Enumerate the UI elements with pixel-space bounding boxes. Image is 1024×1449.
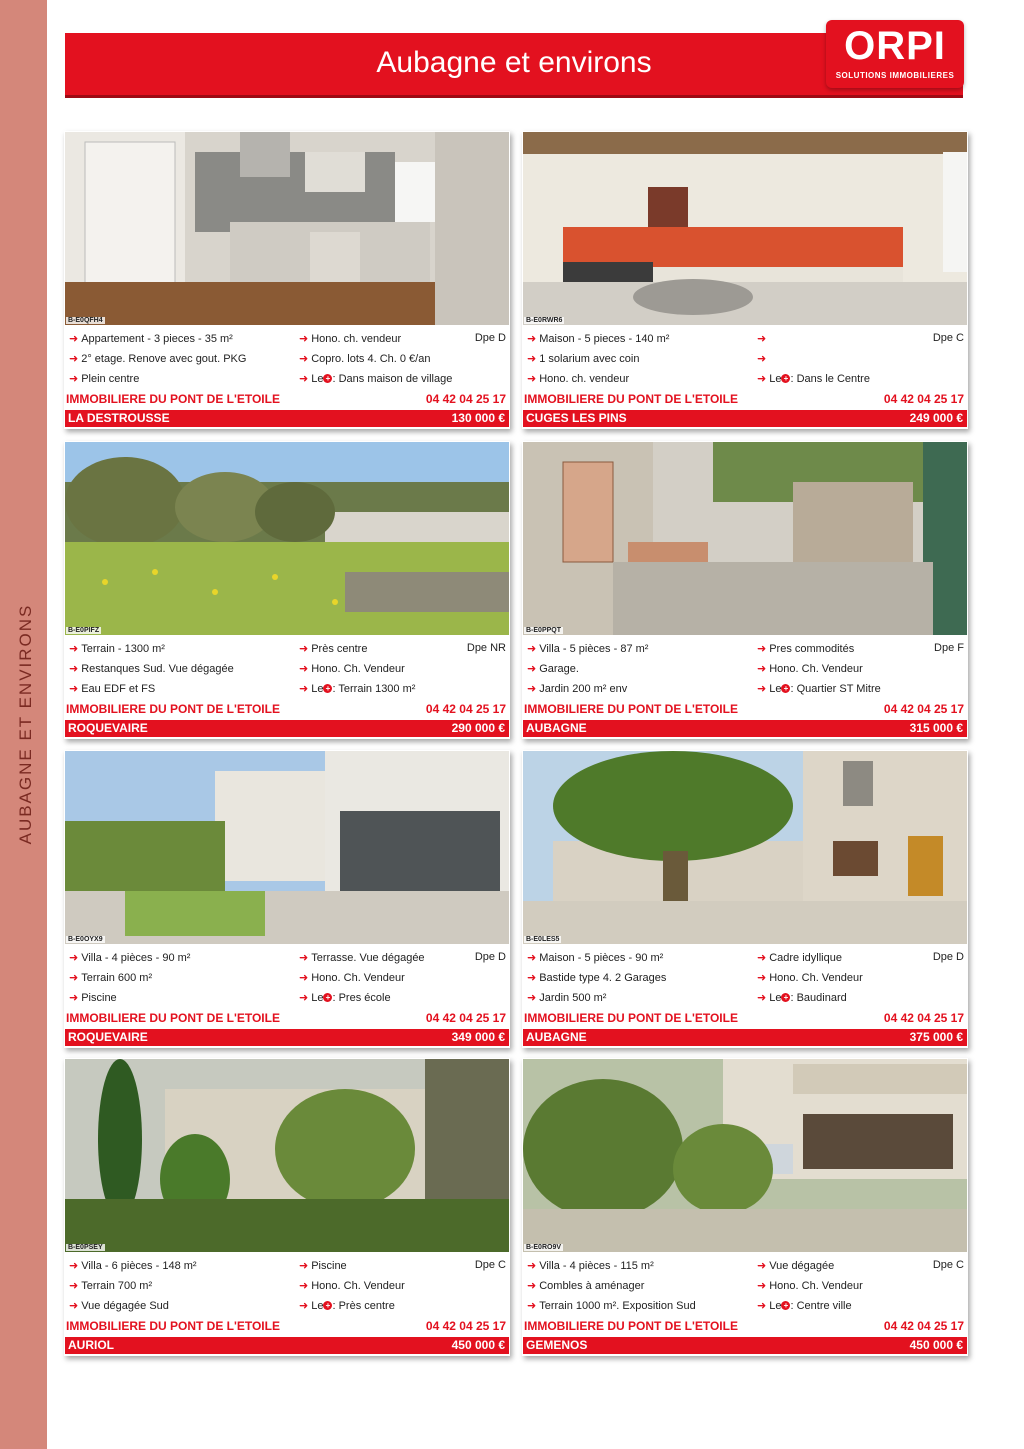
feature-right: ➜ Le + : Pres école — [299, 992, 391, 1004]
feature-right: ➜ Cadre idyllique — [757, 952, 842, 964]
agency-name: IMMOBILIERE DU PONT DE L'ETOILE — [524, 392, 738, 406]
dpe-rating: Dpe C — [932, 1259, 964, 1271]
listing-city: ROQUEVAIRE — [68, 1030, 148, 1044]
arrow-icon: ➜ — [299, 972, 309, 984]
dpe-rating: Dpe NR — [466, 642, 506, 654]
arrow-icon: ➜ — [69, 373, 79, 385]
arrow-icon: ➜ — [757, 353, 767, 365]
arrow-icon: ➜ — [69, 1260, 79, 1272]
le-prefix: Le — [311, 992, 324, 1004]
feature-right: ➜ Hono. Ch. Vendeur — [757, 663, 863, 675]
agency-phone[interactable]: 04 42 04 25 17 — [883, 702, 964, 716]
city-price-bar — [65, 1337, 509, 1354]
le-suffix: : — [332, 683, 336, 695]
listing-price: 349 000 € — [451, 1030, 505, 1044]
kitchen-photo — [65, 132, 509, 325]
arrow-icon: ➜ — [69, 972, 79, 984]
city-price-bar — [65, 410, 509, 427]
arrow-icon: ➜ — [299, 1280, 309, 1292]
feature-left: ➜ Piscine — [69, 992, 117, 1004]
agency-name: IMMOBILIERE DU PONT DE L'ETOILE — [66, 702, 280, 716]
city-price-bar — [523, 410, 967, 427]
arrow-icon: ➜ — [299, 373, 309, 385]
le-prefix: Le — [769, 992, 782, 1004]
dpe-rating: Dpe C — [932, 332, 964, 344]
feature-left: ➜ Maison - 5 pièces - 90 m² — [527, 952, 664, 964]
dpe-rating: Dpe D — [474, 951, 506, 963]
le-prefix: Le — [769, 1300, 782, 1312]
orpi-logo — [826, 20, 964, 88]
arrow-icon: ➜ — [527, 1280, 537, 1292]
agency-row — [65, 1318, 509, 1335]
arrow-icon: ➜ — [69, 1280, 79, 1292]
living-room-photo — [523, 132, 967, 325]
listing-price: 130 000 € — [451, 411, 505, 425]
feature-left: ➜ Villa - 5 pièces - 87 m² — [527, 643, 649, 655]
feature-left: ➜ Villa - 4 pièces - 90 m² — [69, 952, 191, 964]
listing-card[interactable] — [64, 750, 510, 1048]
agency-phone[interactable]: 04 42 04 25 17 — [425, 1319, 506, 1333]
arrow-icon: ➜ — [757, 683, 767, 695]
arrow-icon: ➜ — [527, 643, 537, 655]
arrow-icon: ➜ — [757, 643, 767, 655]
arrow-icon: ➜ — [299, 683, 309, 695]
feature-right: ➜ Hono. Ch. Vendeur — [757, 972, 863, 984]
feature-right: ➜ Pres commodités — [757, 643, 855, 655]
listing-price: 375 000 € — [909, 1030, 963, 1044]
agency-row — [523, 1010, 967, 1027]
arrow-icon: ➜ — [757, 1300, 767, 1312]
feature-left: ➜ Terrain 700 m² — [69, 1280, 153, 1292]
listing-ref: B-E0PSEY — [68, 1244, 103, 1251]
agency-phone[interactable]: 04 42 04 25 17 — [883, 1319, 964, 1333]
listing-city: AUBAGNE — [526, 721, 587, 735]
dpe-rating: Dpe F — [934, 642, 964, 654]
listing-city: CUGES LES PINS — [526, 411, 627, 425]
agency-name: IMMOBILIERE DU PONT DE L'ETOILE — [66, 1319, 280, 1333]
listing-ref: B-E0QFH4 — [68, 317, 103, 324]
listing-ref: B-E0RO9V — [526, 1244, 562, 1251]
listing-price: 450 000 € — [451, 1338, 505, 1352]
arrow-icon: ➜ — [69, 992, 79, 1004]
feature-right: ➜ Le + : Baudinard — [757, 992, 847, 1004]
feature-left: ➜ Combles à aménager — [527, 1280, 645, 1292]
feature-right: ➜ Le + : Dans maison de village — [299, 373, 453, 385]
feature-right: ➜ Le + : Dans le Centre — [757, 373, 870, 385]
plus-icon: + — [323, 1301, 332, 1310]
le-prefix: Le — [769, 373, 782, 385]
arrow-icon: ➜ — [69, 1300, 79, 1312]
le-prefix: Le — [769, 683, 782, 695]
city-price-bar — [65, 720, 509, 737]
feature-right: ➜ Terrasse. Vue dégagée — [299, 952, 425, 964]
page-title: Aubagne et environs — [376, 46, 652, 79]
feature-right: ➜ Hono. ch. vendeur — [299, 333, 402, 345]
arrow-icon: ➜ — [69, 333, 79, 345]
feature-right: ➜ Hono. Ch. Vendeur — [299, 663, 405, 675]
feature-left: ➜ Maison - 5 pieces - 140 m² — [527, 333, 670, 345]
listing-ref: B-E0PIFZ — [68, 627, 100, 634]
feature-left: ➜ Terrain - 1300 m² — [69, 643, 165, 655]
le-prefix: Le — [311, 373, 324, 385]
listing-ref: B-E0PPQT — [526, 627, 562, 634]
feature-left: ➜ Hono. ch. vendeur — [527, 373, 630, 385]
feature-left: ➜ Vue dégagée Sud — [69, 1300, 169, 1312]
feature-left: ➜ Bastide type 4. 2 Garages — [527, 972, 667, 984]
arrow-icon: ➜ — [527, 1300, 537, 1312]
arrow-icon: ➜ — [69, 353, 79, 365]
plus-icon: + — [323, 993, 332, 1002]
le-prefix: Le — [311, 1300, 324, 1312]
city-price-bar — [523, 1337, 967, 1354]
dpe-rating: Dpe D — [474, 332, 506, 344]
feature-right: ➜ Près centre — [299, 643, 368, 655]
listing-ref: B-E0OYX9 — [68, 936, 103, 943]
side-label: AUBAGNE ET ENVIRONS — [16, 603, 35, 845]
plus-icon: + — [781, 993, 790, 1002]
agency-name: IMMOBILIERE DU PONT DE L'ETOILE — [66, 392, 280, 406]
arrow-icon: ➜ — [299, 663, 309, 675]
arrow-icon: ➜ — [299, 952, 309, 964]
city-price-bar — [523, 720, 967, 737]
agency-phone[interactable]: 04 42 04 25 17 — [883, 392, 964, 406]
le-suffix: : — [332, 1300, 336, 1312]
plus-icon: + — [781, 684, 790, 693]
le-suffix: : — [332, 373, 336, 385]
listing-price: 315 000 € — [909, 721, 963, 735]
le-suffix: : — [790, 683, 794, 695]
feature-left: ➜ Eau EDF et FS — [69, 683, 156, 695]
plus-icon: + — [323, 684, 332, 693]
agency-row — [523, 701, 967, 718]
feature-left: ➜ Garage. — [527, 663, 579, 675]
arrow-icon: ➜ — [299, 333, 309, 345]
agency-row — [523, 1318, 967, 1335]
logo-tagline: SOLUTIONS IMMOBILIERES — [835, 71, 955, 80]
feature-right: ➜ Hono. Ch. Vendeur — [299, 972, 405, 984]
feature-left: ➜ Plein centre — [69, 373, 140, 385]
feature-right — [757, 332, 769, 345]
feature-left: ➜ Appartement - 3 pieces - 35 m² — [69, 333, 233, 345]
arrow-icon: ➜ — [757, 1280, 767, 1292]
arrow-icon: ➜ — [757, 663, 767, 675]
arrow-icon: ➜ — [69, 663, 79, 675]
arrow-icon: ➜ — [757, 373, 767, 385]
agency-phone[interactable]: 04 42 04 25 17 — [425, 702, 506, 716]
arrow-icon: ➜ — [527, 683, 537, 695]
feature-left: ➜ Villa - 4 pièces - 115 m² — [527, 1260, 654, 1272]
bastide-photo — [523, 751, 967, 944]
feature-right: ➜ Le + : Quartier ST Mitre — [757, 683, 881, 695]
arrow-icon: ➜ — [527, 353, 537, 365]
agency-row — [65, 1010, 509, 1027]
feature-left: ➜ Jardin 200 m² env — [527, 683, 628, 695]
agency-phone[interactable]: 04 42 04 25 17 — [425, 392, 506, 406]
listing-ref: B-E0RWR6 — [526, 317, 563, 324]
listing-card[interactable] — [522, 750, 968, 1048]
listing-card[interactable] — [64, 131, 510, 429]
listing-card[interactable] — [64, 441, 510, 739]
listing-card[interactable] — [522, 441, 968, 739]
feature-left: ➜ 1 solarium avec coin — [527, 353, 640, 365]
arrow-icon: ➜ — [527, 952, 537, 964]
villa-photo — [65, 751, 509, 944]
logo-name: ORPI — [844, 24, 946, 68]
arrow-icon: ➜ — [527, 1260, 537, 1272]
listing-price: 249 000 € — [909, 411, 963, 425]
feature-right: ➜ Le + : Centre ville — [757, 1300, 852, 1312]
land-photo — [65, 442, 509, 635]
feature-right: ➜ Copro. lots 4. Ch. 0 €/an — [299, 353, 431, 365]
city-price-bar — [65, 1029, 509, 1046]
villa-balcony-photo — [523, 1059, 967, 1252]
agency-row — [65, 391, 509, 408]
feature-right: ➜ Hono. Ch. Vendeur — [299, 1280, 405, 1292]
agency-name: IMMOBILIERE DU PONT DE L'ETOILE — [524, 1011, 738, 1025]
le-suffix: : — [790, 373, 794, 385]
arrow-icon: ➜ — [299, 1300, 309, 1312]
feature-right: ➜ Piscine — [299, 1260, 347, 1272]
listing-card[interactable] — [64, 1058, 510, 1356]
feature-right: ➜ Vue dégagée — [757, 1260, 835, 1272]
listing-city: AUBAGNE — [526, 1030, 587, 1044]
feature-right: ➜ Le + : Terrain 1300 m² — [299, 683, 416, 695]
le-suffix: : — [790, 1300, 794, 1312]
dpe-rating: Dpe D — [932, 951, 964, 963]
arrow-icon: ➜ — [299, 353, 309, 365]
arrow-icon: ➜ — [69, 952, 79, 964]
house-trees-photo — [65, 1059, 509, 1252]
listing-city: GEMENOS — [526, 1338, 588, 1352]
le-prefix: Le — [311, 683, 324, 695]
arrow-icon: ➜ — [757, 1260, 767, 1272]
plus-icon: + — [323, 374, 332, 383]
listing-ref: B-E0LES5 — [526, 936, 560, 943]
listing-card[interactable] — [522, 131, 968, 429]
le-suffix: : — [790, 992, 794, 1004]
arrow-icon: ➜ — [69, 643, 79, 655]
feature-left: ➜ Restanques Sud. Vue dégagée — [69, 663, 234, 675]
agency-phone[interactable]: 04 42 04 25 17 — [883, 1011, 964, 1025]
feature-right: ➜ Le + : Près centre — [299, 1300, 395, 1312]
arrow-icon: ➜ — [299, 1260, 309, 1272]
plus-icon: + — [781, 1301, 790, 1310]
listing-city: ROQUEVAIRE — [68, 721, 148, 735]
listing-price: 450 000 € — [909, 1338, 963, 1352]
side-strip — [0, 0, 47, 1449]
agency-row — [65, 701, 509, 718]
listing-price: 290 000 € — [451, 721, 505, 735]
arrow-icon: ➜ — [527, 992, 537, 1004]
agency-name: IMMOBILIERE DU PONT DE L'ETOILE — [66, 1011, 280, 1025]
listing-city: LA DESTROUSSE — [68, 411, 170, 425]
arrow-icon: ➜ — [757, 972, 767, 984]
feature-left: ➜ Jardin 500 m² — [527, 992, 607, 1004]
feature-left: ➜ Villa - 6 pièces - 148 m² — [69, 1260, 197, 1272]
arrow-icon: ➜ — [69, 683, 79, 695]
courtyard-photo — [523, 442, 967, 635]
agency-name: IMMOBILIERE DU PONT DE L'ETOILE — [524, 1319, 738, 1333]
arrow-icon: ➜ — [299, 643, 309, 655]
feature-left: ➜ Terrain 1000 m². Exposition Sud — [527, 1300, 696, 1312]
feature-right — [757, 352, 769, 365]
city-price-bar — [523, 1029, 967, 1046]
agency-phone[interactable]: 04 42 04 25 17 — [425, 1011, 506, 1025]
listing-city: AURIOL — [68, 1338, 114, 1352]
listing-card[interactable] — [522, 1058, 968, 1356]
arrow-icon: ➜ — [757, 952, 767, 964]
arrow-icon: ➜ — [527, 373, 537, 385]
arrow-icon: ➜ — [757, 992, 767, 1004]
plus-icon: + — [781, 374, 790, 383]
feature-left: ➜ 2° etage. Renove avec gout. PKG — [69, 353, 247, 365]
le-suffix: : — [332, 992, 336, 1004]
dpe-rating: Dpe C — [474, 1259, 506, 1271]
agency-row — [523, 391, 967, 408]
arrow-icon: ➜ — [757, 333, 767, 345]
arrow-icon: ➜ — [299, 992, 309, 1004]
agency-name: IMMOBILIERE DU PONT DE L'ETOILE — [524, 702, 738, 716]
arrow-icon: ➜ — [527, 972, 537, 984]
feature-left: ➜ Terrain 600 m² — [69, 972, 153, 984]
arrow-icon: ➜ — [527, 663, 537, 675]
feature-right: ➜ Hono. Ch. Vendeur — [757, 1280, 863, 1292]
arrow-icon: ➜ — [527, 333, 537, 345]
